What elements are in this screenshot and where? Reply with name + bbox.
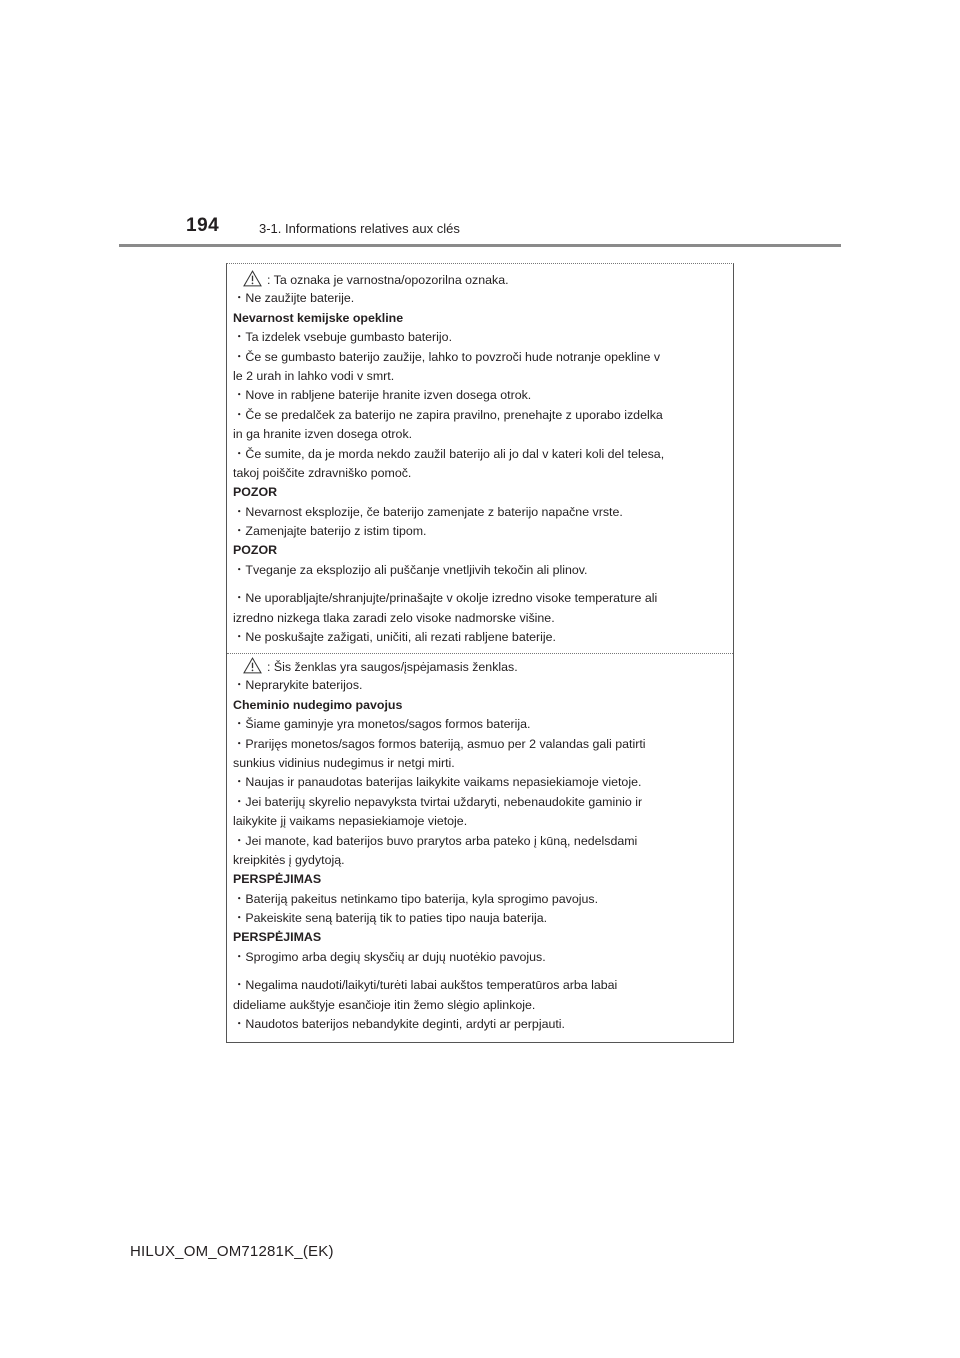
warning-triangle-icon (243, 657, 262, 674)
lithuanian-line: laikykite jį vaikams nepasiekiamoje vietoje. (233, 814, 468, 829)
slovenian-line: ・Če se gumbasto baterijo zaužije, lahko to povzroči hude notranje opekline v (233, 349, 661, 364)
slovenian-line: in ga hranite izven dosega otrok. (233, 427, 413, 442)
section-divider (227, 653, 733, 654)
slovenian-line: ・Če sumite, da je morda nekdo zaužil baterijo ali jo dal v kateri koli del telesa, (233, 446, 665, 461)
warning-triangle-icon (243, 270, 262, 287)
slovenian-line: ・Če se predalček za baterijo ne zapira pravilno, prenehajte z uporabo izdelka (233, 407, 663, 422)
slovenian-line: ・Nevarnost eksplozije, če baterijo zamenjate z baterijo napačne vrste. (233, 504, 623, 519)
lithuanian-line: ・Jei manote, kad baterijos buvo prarytos arba pateko į kūną, nedelsdami (233, 833, 638, 848)
lithuanian-line: ・Jei baterijų skyrelio nepavyksta tvirtai uždaryti, nebenaudokite gaminio ir (233, 794, 643, 809)
slovenian-line: le 2 urah in lahko vodi v smrt. (233, 368, 395, 383)
slovenian-line: ・Zamenjajte baterijo z istim tipom. (233, 524, 427, 539)
lithuanian-line: sunkius vidinius nudegimus ir netgi mirti. (233, 755, 455, 770)
slovenian-line: ・Nove in rabljene baterije hranite izven dosega otrok. (233, 388, 532, 403)
lithuanian-line: ・Naujas ir panaudotas baterijas laikykite vaikams nepasiekiamoje vietoje. (233, 775, 642, 790)
battery-warning-box (226, 263, 734, 1043)
lithuanian-line: dideliame aukštyje esančioje itin žemo slėgio aplinkoje. (233, 997, 536, 1012)
lithuanian-heading: PERSPĖJIMAS (233, 930, 322, 945)
slovenian-heading: POZOR (233, 543, 278, 558)
slovenian-heading: POZOR (233, 485, 278, 500)
lithuanian-line: ・Negalima naudoti/laikyti/turėti labai aukštos temperatūros arba labai (233, 978, 618, 993)
lithuanian-line: ・Sprogimo arba degių skysčių ar dujų nuotėkio pavojus. (233, 949, 546, 964)
slovenian-line: ・Ne uporabljajte/shranjujte/prinašajte v okolje izredno visoke temperature ali (233, 591, 658, 606)
lithuanian-warning-section (227, 657, 733, 1034)
slovenian-line: ・Ne poskušajte zažigati, uničiti, ali rezati rabljene baterije. (233, 630, 557, 645)
slovenian-warning-section (227, 270, 733, 647)
section-title: 3-1. Informations relatives aux clés (259, 221, 460, 236)
page-number: 194 (186, 215, 220, 236)
lithuanian-lead-text: : Šis ženklas yra saugos/įspėjamasis ženklas. (267, 660, 518, 674)
lithuanian-line: ・Bateriją pakeitus netinkamo tipo baterija, kyla sprogimo pavojus. (233, 891, 599, 906)
document-code: HILUX_OM_OM71281K_(EK) (130, 1243, 334, 1260)
slovenian-line: ・Tveganje za eksplozijo ali puščanje vnetljivih tekočin ali plinov. (233, 562, 588, 577)
lithuanian-line: kreipkitės į gydytoją. (233, 852, 345, 867)
slovenian-line: izredno nizkega tlaka zaradi zelo visoke nadmorske višine. (233, 610, 555, 625)
lithuanian-line: ・Pakeiskite seną bateriją tik to paties tipo nauja baterija. (233, 911, 548, 926)
lithuanian-line: ・Prarijęs monetos/sagos formos bateriją, asmuo per 2 valandas gali patirti (233, 736, 646, 751)
slovenian-line: ・Ta izdelek vsebuje gumbasto baterijo. (233, 330, 453, 345)
slovenian-lead-text: : Ta oznaka je varnostna/opozorilna oznaka. (267, 273, 509, 287)
lithuanian-line: ・Šiame gaminyje yra monetos/sagos formos baterija. (233, 717, 531, 732)
slovenian-lead-line (233, 270, 725, 289)
lithuanian-heading: PERSPĖJIMAS (233, 872, 322, 887)
lithuanian-line: ・Neprarykite baterijos. (233, 678, 363, 693)
page-header (0, 0, 960, 250)
lithuanian-line: ・Naudotos baterijos nebandykite deginti, ardyti ar perpjauti. (233, 1017, 565, 1032)
header-rule (119, 244, 841, 247)
slovenian-line: ・Ne zaužijte baterije. (233, 291, 355, 306)
slovenian-heading: Nevarnost kemijske opekline (233, 310, 404, 325)
slovenian-line: takoj poiščite zdravniško pomoč. (233, 465, 412, 480)
lithuanian-heading: Cheminio nudegimo pavojus (233, 697, 403, 712)
lithuanian-lead-line (233, 657, 725, 676)
